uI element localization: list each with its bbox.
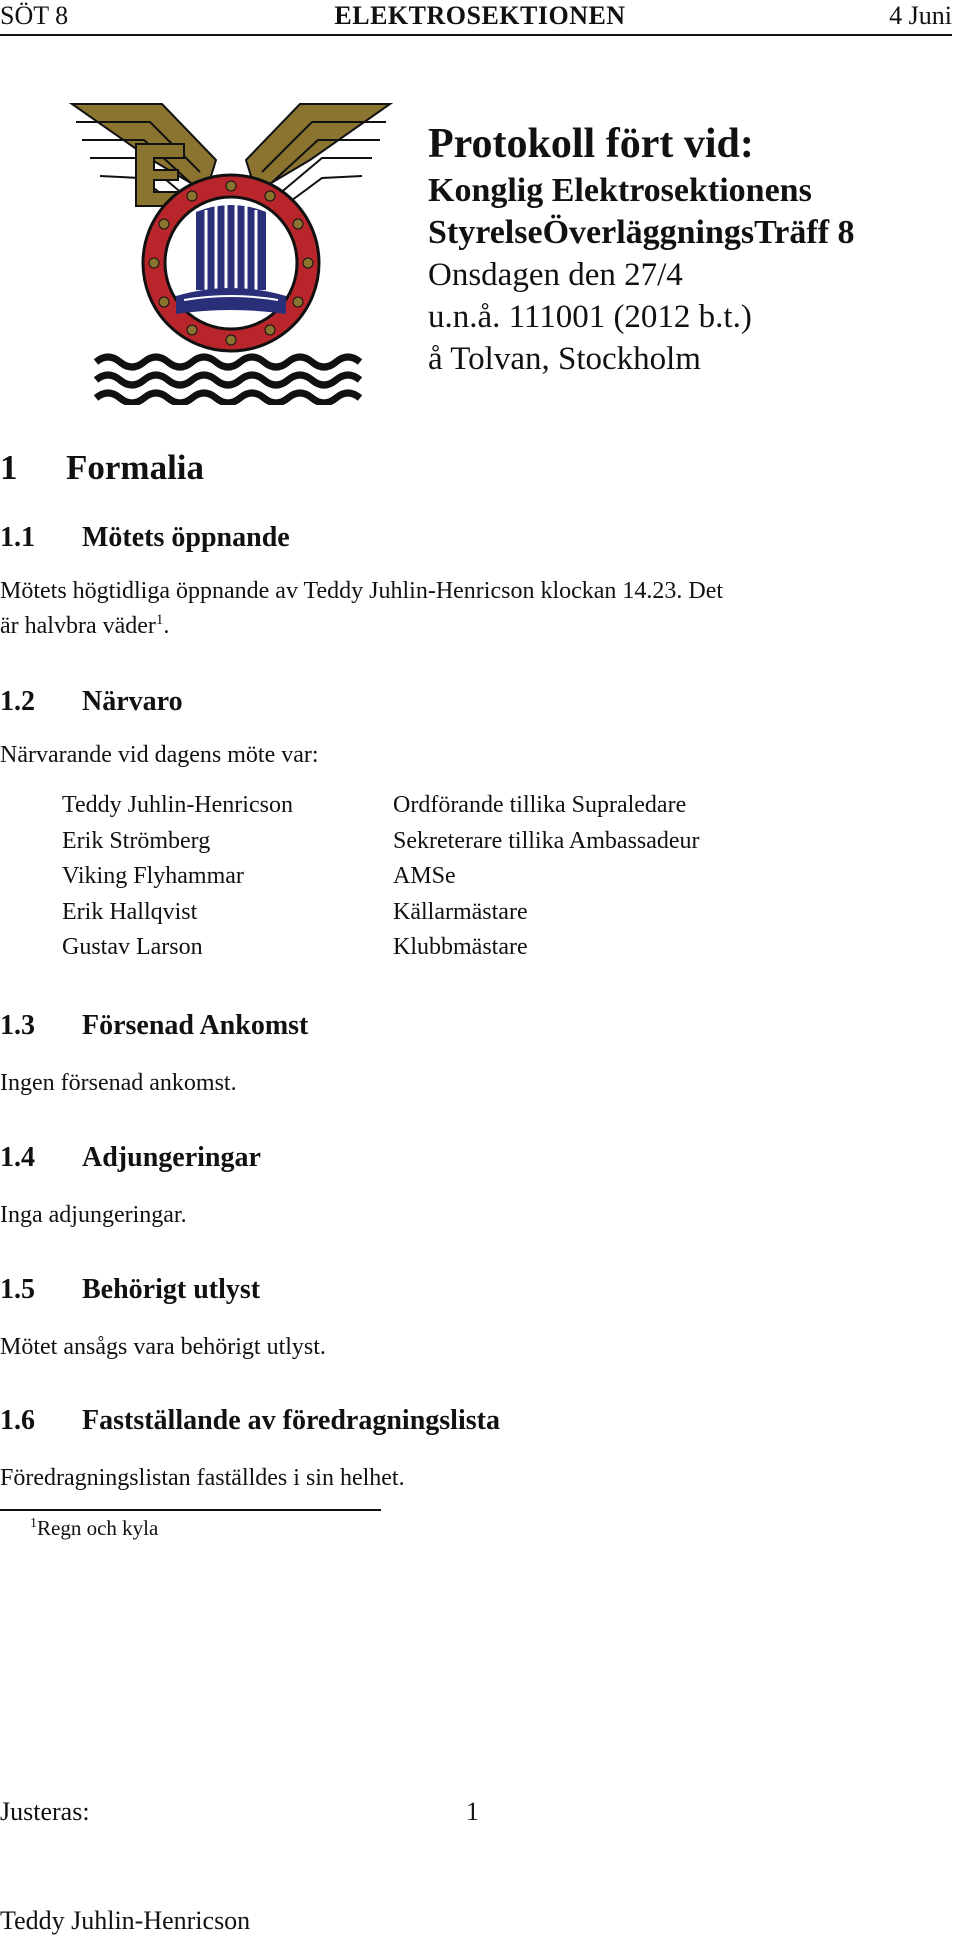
attendee-role: Klubbmästare [393,934,528,960]
subsection-title: Behörigt utlyst [82,1274,261,1305]
header-right: 4 Juni [889,1,952,30]
page-number: 1 [466,1797,479,1826]
justeras-label: Justeras: [0,1797,90,1826]
attendee-role: AMSe [393,863,456,889]
subsection-number: 1.4 [0,1142,35,1173]
document-title: Protokoll fört vid: [428,121,754,167]
subsection-number: 1.3 [0,1010,35,1041]
title-meeting-name: StyrelseÖverläggningsTräff 8 [428,214,855,251]
footnote-rule [0,1509,381,1511]
subsection-number: 1.2 [0,686,35,717]
attendee-name: Erik Hallqvist [62,898,198,925]
subsection-1-4-text: Inga adjungeringar. [0,1202,187,1228]
footnote-text: Regn och kyla [37,1516,159,1540]
subsection-1-1-text [0,574,955,644]
section-1-heading [0,448,204,488]
subsection-1-1-heading [0,522,290,554]
section-number: 1 [0,448,18,487]
subsection-1-6-heading [0,1405,500,1437]
title-year: u.n.å. 111001 (2012 b.t.) [428,299,752,335]
subsection-number: 1.5 [0,1274,35,1305]
title-date: Onsdagen den 27/4 [428,257,683,293]
title-block [428,118,958,380]
section-title: Formalia [66,448,205,487]
footnote-mark: 1 [155,612,164,628]
footnote [30,1516,158,1541]
subsection-title: Närvaro [82,686,183,717]
waves-icon [96,357,360,403]
header-rule [0,34,952,36]
header-left: SÖT 8 [0,1,69,30]
subsection-1-5-text: Mötet ansågs vara behörigt utlyst. [0,1334,326,1360]
attendee-role: Ordförande tillika Supraledare [393,792,687,818]
title-organisation: Konglig Elektrosektionens [428,172,812,209]
attendee-name: Erik Strömberg [62,827,211,854]
title-location: å Tolvan, Stockholm [428,341,701,377]
attendee-name: Gustav Larson [62,934,203,960]
text-span: är halvbra väder [0,613,156,639]
header-center: ELEKTROSEKTIONEN [334,1,626,30]
subsection-title: Fastställande av föredragningslista [82,1405,500,1436]
attendee-name: Viking Flyhammar [62,863,244,889]
subsection-1-3-text: Ingen försenad ankomst. [0,1070,237,1096]
elektrosektionen-logo [66,100,396,405]
subsection-title: Försenad Ankomst [82,1010,309,1041]
subsection-1-5-heading [0,1274,260,1306]
subsection-1-3-heading [0,1010,308,1042]
text-line: Mötets högtidliga öppnande av Teddy Juhlin-Henricson klockan 14.23. Det [0,578,724,604]
subsection-number: 1.6 [0,1405,35,1436]
text-end: . [163,613,170,639]
text-line [0,609,955,644]
subsection-1-2-heading [0,686,183,718]
attendee-name: Teddy Juhlin-Henricson [62,792,293,818]
signer-name: Teddy Juhlin-Henricson [0,1906,251,1935]
subsection-title: Mötets öppnande [82,522,290,553]
subsection-1-6-text: Föredragningslistan faställdes i sin helhet. [0,1465,405,1491]
attendee-role: Sekreterare tillika Ambassadeur [393,827,700,854]
subsection-title: Adjungeringar [82,1142,261,1173]
attendance-intro: Närvarande vid dagens möte var: [0,742,319,768]
subsection-1-4-heading [0,1142,261,1174]
subsection-number: 1.1 [0,522,35,553]
attendee-role: Källarmästare [393,898,528,925]
footnote-number: 1 [30,1516,37,1531]
